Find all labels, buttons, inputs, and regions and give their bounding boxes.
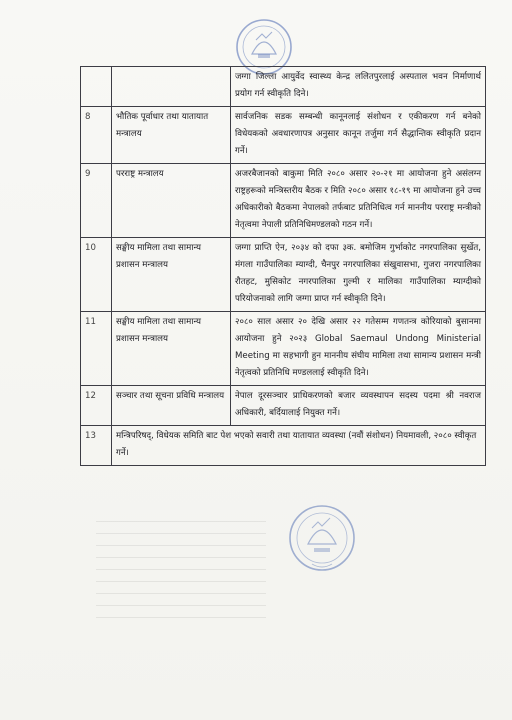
- table-row: [81, 426, 486, 466]
- table-row: [81, 164, 486, 238]
- decision-text: २०८० साल असार २० देखि असार २२ गतेसम्म गणतन्त्र कोरियाको बुसानमा आयोजना हुने २०२३ Global Saemaul Undong Ministerial Meeting मा सहभागी हुन माननीय संघीय मामिला तथा सामान्य प्रशासन मन्त्री नेतृत्वको प्रतिनिधि मण्डललाई स्वीकृति दिने।: [231, 312, 486, 386]
- decision-text: अजरबैजानको बाकुमा मिति २०८० असार २०-२१ मा आयोजना हुने असंलग्न राष्ट्रहरूको मन्त्रिस्तरीय बैठक र मिति २०८० असार १८-१९ मा आयोजना हुने उच्च अधिकारीको बैठकमा नेपालको तर्फबाट प्रतिनिधित्व गर्न माननीय परराष्ट्र मन्त्रीको नेतृत्वमा नेपाली प्रतिनिधिमण्डलको गठन गर्ने।: [231, 164, 486, 238]
- table-row: [81, 238, 486, 312]
- row-number: 9: [81, 164, 112, 238]
- table-row: [81, 67, 486, 107]
- ministry-name: [112, 67, 231, 107]
- table-row: [81, 107, 486, 164]
- row-number: 13: [81, 426, 112, 466]
- decision-text: सार्वजनिक सडक सम्बन्धी कानूनलाई संशोधन र एकीकरण गर्न बनेको विधेयकको अवधारणापत्र अनुसार कानून तर्जुमा गर्न सैद्धान्तिक स्वीकृति प्रदान गर्ने।: [231, 107, 486, 164]
- ministry-name: परराष्ट्र मन्त्रालय: [112, 164, 231, 238]
- decision-text: मन्त्रिपरिषद्, विधेयक समिति बाट पेश भएको सवारी तथा यातायात व्यवस्था (नवौं संशोधन) नियमावली, २०८० स्वीकृत गर्ने।: [112, 426, 486, 466]
- ministry-name: सञ्चार तथा सूचना प्रविधि मन्त्रालय: [112, 386, 231, 426]
- table-row: [81, 312, 486, 386]
- decision-text: जग्गा प्राप्ति ऐन, २०३४ को दफा ३क. बमोजिम गुर्भाकोट नगरपालिका सुर्खेत, मंगला गाउँपालिका म्याग्दी, चैनपुर नगरपालिका संखुवासभा, गुजरा नगरपालिका रौतहट, मुसिकोट नगरपालिका गुल्मी र मालिका गाउँपालिका म्याग्दीको परियोजनाको लागि जग्गा प्राप्त गर्न स्वीकृति दिने।: [231, 238, 486, 312]
- official-seal-bottom: [282, 498, 362, 584]
- ministry-name: सङ्घीय मामिला तथा सामान्य प्रशासन मन्त्रालय: [112, 238, 231, 312]
- row-number: 11: [81, 312, 112, 386]
- table-row: [81, 386, 486, 426]
- show-through-lines: [96, 510, 266, 630]
- decision-text: जग्गा जिल्ला आयुर्वेद स्वास्थ्य केन्द्र ललितपुरलाई अस्पताल भवन निर्माणार्थ प्रयोग गर्न स्वीकृति दिने।: [231, 67, 486, 107]
- decision-text: नेपाल दूरसञ्चार प्राधिकरणको बजार व्यवस्थापन सदस्य पदमा श्री नवराज अधिकारी, बर्दियालाई नियुक्त गर्ने।: [231, 386, 486, 426]
- decision-table: [80, 66, 486, 466]
- row-number: 8: [81, 107, 112, 164]
- ministry-name: भौतिक पूर्वाधार तथा यातायात मन्त्रालय: [112, 107, 231, 164]
- row-number: 10: [81, 238, 112, 312]
- row-number: [81, 67, 112, 107]
- row-number: 12: [81, 386, 112, 426]
- ministry-name: सङ्घीय मामिला तथा सामान्य प्रशासन मन्त्रालय: [112, 312, 231, 386]
